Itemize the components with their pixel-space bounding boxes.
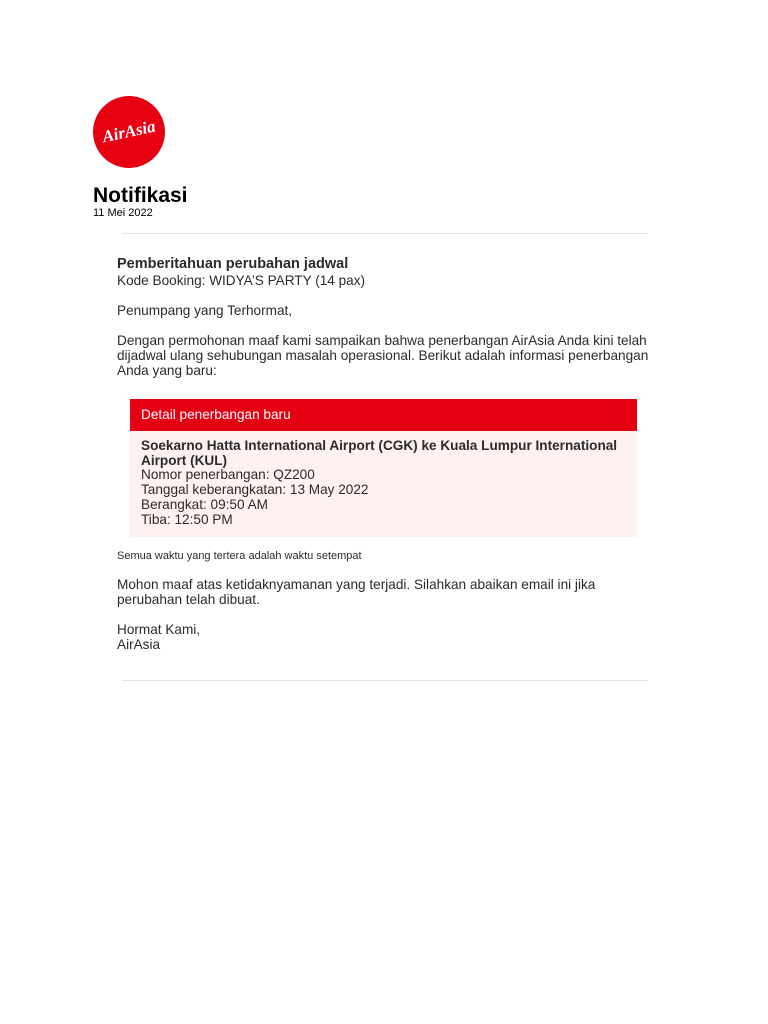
page-title: Notifikasi <box>93 184 188 207</box>
flight-details-card <box>130 399 637 537</box>
message-body: Dengan permohonan maaf kami sampaikan bahwa penerbangan AirAsia Anda kini telah dijadwal ulang sehubungan masalah operasional. Berikut adalah informasi penerbangan Anda yang baru: <box>117 333 649 378</box>
flight-route: Soekarno Hatta International Airport (CGK) ke Kuala Lumpur International Airport (KUL) <box>141 438 618 468</box>
message-subject: Pemberitahuan perubahan jadwal <box>117 256 349 272</box>
signoff <box>117 622 649 652</box>
page-date: 11 Mei 2022 <box>93 207 153 219</box>
departure-time: Berangkat: 09:50 AM <box>141 496 268 512</box>
logo-wordmark: AirAsia <box>100 116 158 147</box>
arrival-time: Tiba: 12:50 PM <box>141 511 233 527</box>
airasia-logo <box>93 96 165 168</box>
top-divider <box>122 233 648 234</box>
flight-number: Nomor penerbangan: QZ200 <box>141 467 315 483</box>
greeting: Penumpang yang Terhormat, <box>117 303 293 318</box>
local-time-note: Semua waktu yang tertera adalah waktu setempat <box>117 550 362 563</box>
closing: Hormat Kami, <box>117 622 201 638</box>
signature: AirAsia <box>117 637 161 653</box>
departure-date: Tanggal keberangkatan: 13 May 2022 <box>141 482 369 498</box>
message-content <box>117 254 649 652</box>
apology-text: Mohon maaf atas ketidaknyamanan yang terjadi. Silahkan abaikan email ini jika perubahan telah dibuat. <box>117 577 596 608</box>
flight-details-body <box>130 431 637 537</box>
booking-code: Kode Booking: WIDYA’S PARTY (14 pax) <box>117 273 366 288</box>
bottom-divider <box>122 680 648 681</box>
flight-details-header: Detail penerbangan baru <box>130 399 637 431</box>
